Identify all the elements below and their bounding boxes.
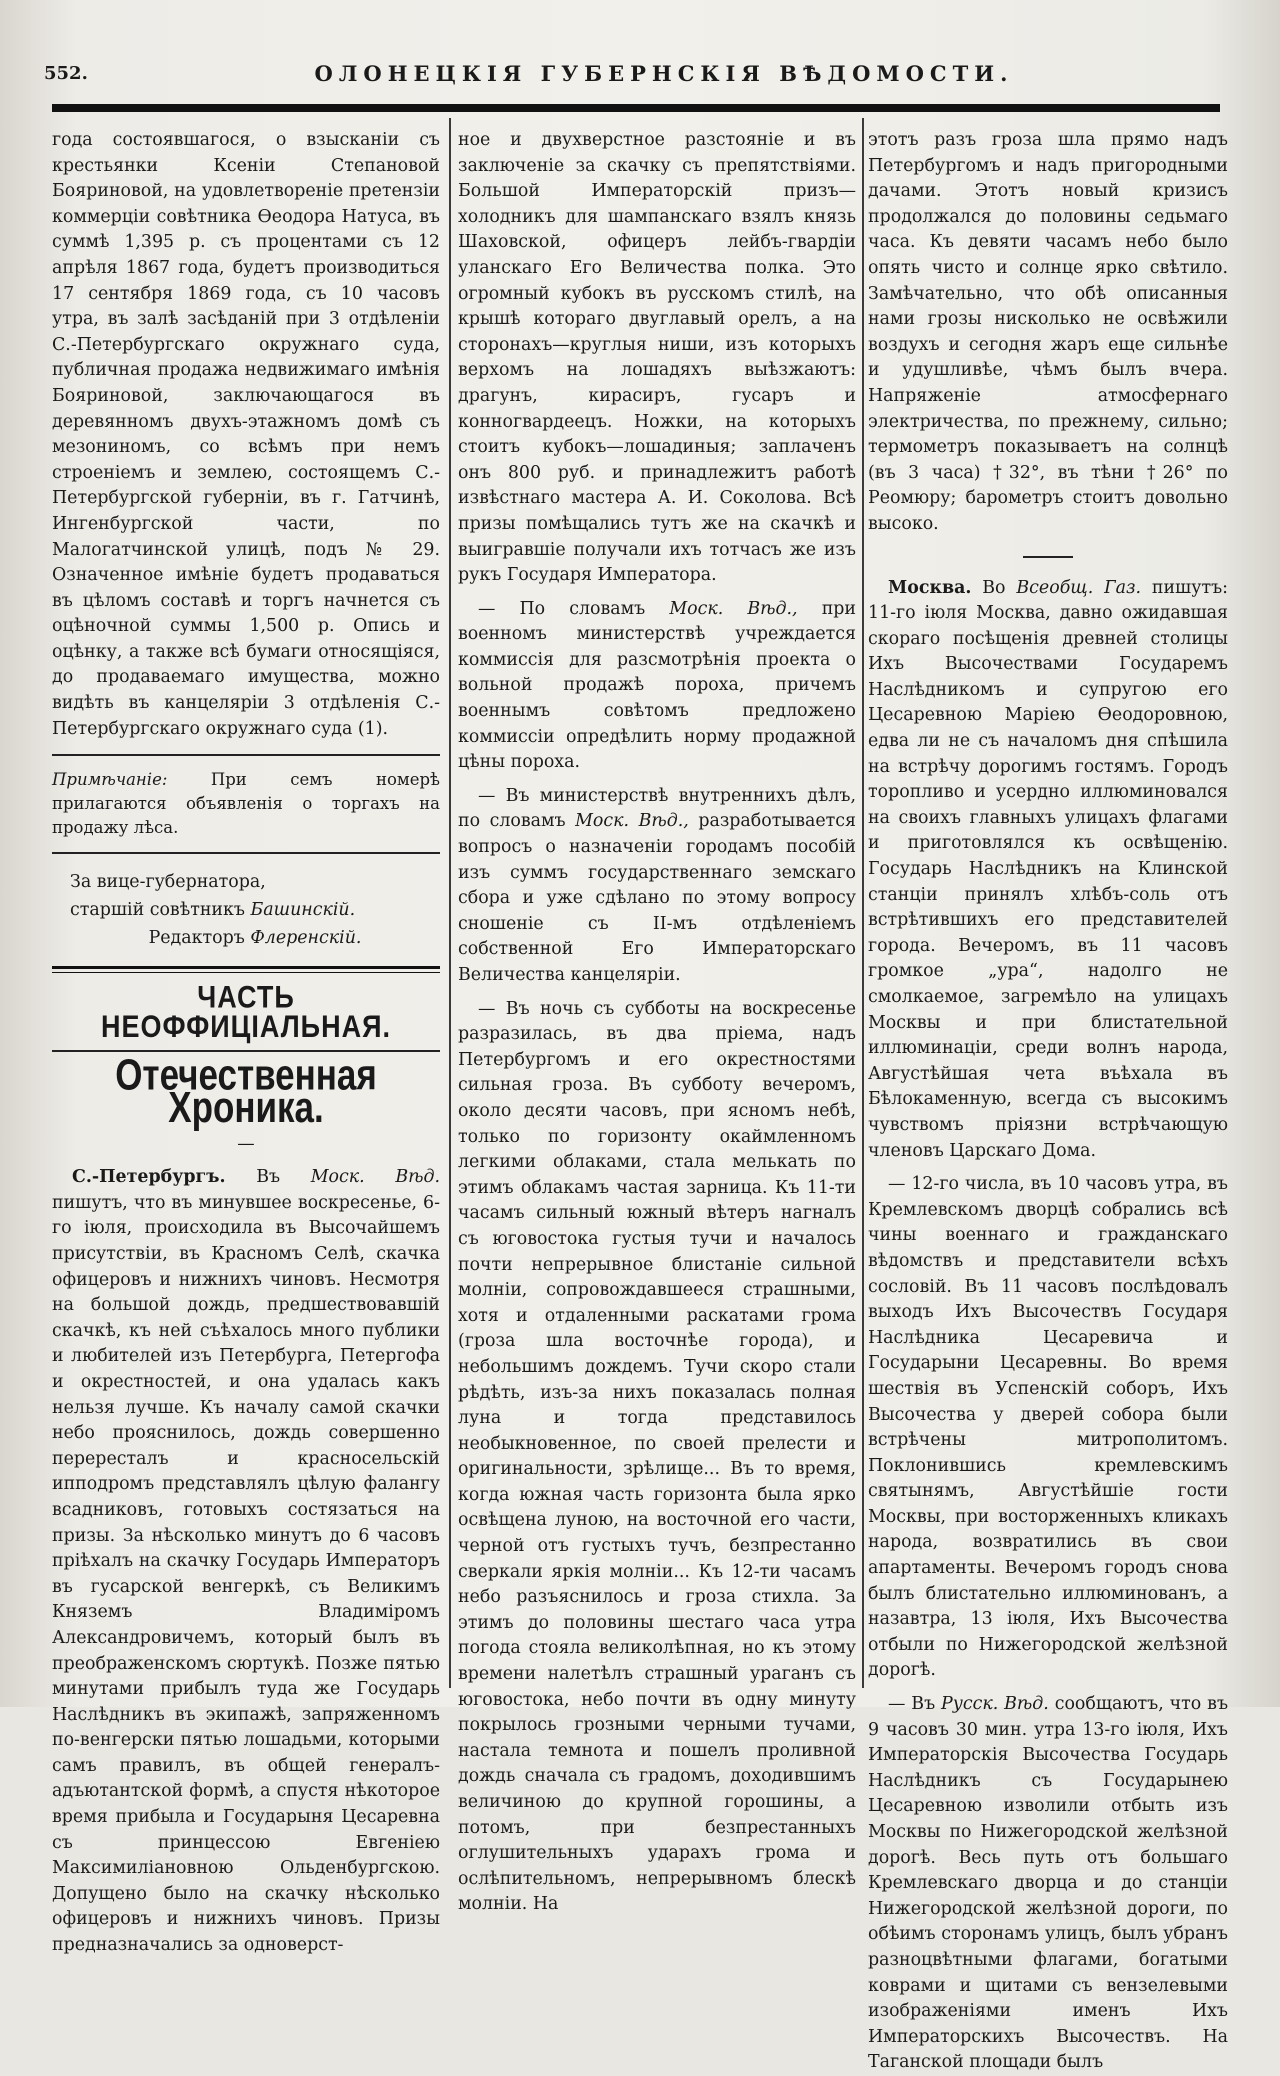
editor-title: Редакторъ [148,928,245,949]
signature-line-1: За вице-губернатора, [70,872,266,893]
page-number: 552. [44,62,88,84]
moscow-paragraph [868,576,1228,1165]
short-rule [1023,556,1073,558]
ministry-text: разработывается вопросъ о назначеніи городамъ пособій изъ суммъ государственнаго земскаго сбора и уже сдѣлано по этому вопросу сношеніе съ II-мъ отдѣленіемъ собственной Его Императорскаго Величества канцеляріи. [458,811,856,985]
moscow-intro: Во [982,577,1006,598]
column-divider-1 [449,118,451,1688]
moscow-source: Всеобщ. Газ. [1016,577,1141,598]
header-rule [52,104,1220,112]
auction-notice: года состоявшагося, о взысканіи съ крестьянки Ксеніи Степановой Бояриновой, на удовлетвореніе претензіи коммерціи совѣтника Ѳеодора Натуса, въ суммѣ 1,395 р. съ процентами съ 12 апрѣля 1867 года, будетъ производиться 17 сентября 1869 года, съ 10 часовъ утра, въ залѣ засѣданій при 3 отдѣленіи С.-Петербургскаго окружнаго суда, публичная продажа недвижимаго имѣнія Бояриновой, заключающагося въ деревянномъ двухъ-этажномъ домѣ съ мезониномъ, со всѣмъ при немъ строеніемъ и землею, состоящемъ С.-Петербургской губерніи, въ г. Гатчинѣ, Ингенбургской части, по Малогатчинской улицѣ, подъ № 29. Означенное имѣніе будетъ продаваться въ цѣломъ составѣ и торгъ начнется съ оцѣночной суммы 1,500 р. Опись и оцѣнку, а также всѣ бумаги относящіяся, до продаваемаго имущества, можно видѣть въ канцеляріи 3 отдѣленія С.-Петербургскаго окружнаго суда (1). [52,130,440,739]
section-dash: — [237,1133,255,1154]
storm-paragraph: — Въ ночь съ субботы на воскресенье разразилась, въ два пріема, надъ Петербургомъ и его окрестностями сильная гроза. Въ субботу вечеромъ, около десяти часовъ, при ясномъ небѣ, только по горизонту окаймленномъ легкими облаками, стала мелькать по этимъ облакамъ частая зарница. Къ 11-ти часамъ сильный южный вѣтеръ нагналъ съ юговостока густыя тучи и началось почти непрерывное блистаніе сильной молніи, сопровождавшееся страшными, хотя и отдаленными раскатами грома (гроза шла восточнѣе города), и небольшимъ дождемъ. Тучи скоро стали рѣдѣть, изъ-за нихъ показалась полная луна и тогда представилось необыкновенное, по своей прелести и оригинальности, зрѣлище... Въ то время, когда южная часть горизонта была ярко освѣщена луною, на восточной его части, черной отъ густыхъ тучъ, безпрестанно сверкали яркія молніи... Къ 12-ти часамъ небо разъяснилось и гроза стихла. За этимъ до половины шестаго часа утра погода стояла великолѣпная, но къ этому времени налетѣлъ страшный ураганъ съ юговостока, небо почти въ одну минуту покрылось грозными черными тучами, настала темнота и пошелъ проливной дождь сначала съ градомъ, доходившимъ величиною до крупной горошины, а потомъ, при безпрестанныхъ оглушительныхъ ударахъ грома и ослѣпительномъ, непрерывномъ блескѣ молніи. На [458,998,856,1915]
kremlin-paragraph: — 12-го числа, въ 10 часовъ утра, въ Кремлевскомъ дворцѣ собрались всѣ чины военнаго и гражданскаго вѣдомствъ и представители всѣхъ сословій. Въ 11 часовъ послѣдовалъ выходъ Ихъ Высочествъ Государя Наслѣдника Цесаревича и Государыни Цесаревны. Во время шествія въ Успенскій соборъ, Ихъ Высочества у дверей собора были встрѣчены митрополитомъ. Поклонившись кремлевскимъ святынямъ, Августѣйшіе гости Москвы, при восторженныхъ кликахъ народа, возвратились въ свои апартаменты. Вечеромъ городъ снова былъ блистательно иллюминованъ, а назавтра, 13 іюля, Ихъ Высочества отбыли по Нижегородской желѣзной дорогѣ. [868,1174,1228,1681]
departure-source: Русск. Вѣд. [941,1694,1049,1715]
signature-block [52,868,440,952]
note-label: Примѣчаніе: [52,770,168,790]
spb-paragraph [52,1165,440,1958]
separator [52,852,440,854]
spb-intro: Въ [256,1167,281,1188]
editor-name: Флеренскій. [250,928,362,949]
prize-paragraph: ное и двухверстное разстояніе и въ заключеніе за скачку съ препятствіями. Большой Императорскій призъ—холодникъ для шампанскаго взялъ князь Шаховской, офицеръ лейбъ-гвардіи уланскаго Его Величества полка. Это огромный кубокъ въ русскомъ стилѣ, на крышѣ котораго двуглавый орелъ, а на сторонахъ—круглыя ниши, изъ которыхъ верхомъ на лошадяхъ выѣзжаютъ: драгунъ, кирасиръ, гусаръ и конногвардеецъ. Ножки, на которыхъ стоитъ кубокъ—лошадиныя; заплаченъ онъ 800 руб. и принадлежитъ работѣ извѣстнаго мастера А. И. Соколова. Всѣ призы помѣщались тутъ же на скачкѣ и выигравшіе получали ихъ тотчасъ же изъ рукъ Государя Императора. [458,130,856,586]
spb-place: С.-Петербургъ. [72,1167,226,1188]
column-divider-2 [862,118,864,1688]
signature-line-2 [70,896,440,924]
spb-text: пишутъ, что въ минувшее воскресенье, 6-го іюля, происходила въ Высочайшемъ присутствіи, въ Красномъ Селѣ, скачка офицеровъ и нижнихъ чиновъ. Несмотря на большой дождь, предшествовавшій скачкѣ, къ ней съѣхалось много публики и любителей изъ Петербурга, Петергофа и окрестностей, и она удалась какъ нельзя лучше. Къ началу самой скачки небо прояснилось, дождь совершенно перересталъ и красносельскій ипподромъ представлялъ цѣлую фалангу всадниковъ, готовыхъ состязаться на призы. За нѣсколько минутъ до 6 часовъ пріѣхалъ на скачку Государь Императоръ въ гусарской венгеркѣ, съ Великимъ Княземъ Владиміромъ Александровичемъ, который былъ въ преображенскомъ сюртукѣ. Позже пятью минутами прибылъ туда же Государь Наслѣдникъ въ экипажѣ, запряженномъ по-венгерски пятью лошадьми, которыми самъ правилъ, въ общей генералъ-адъютантской формѣ, а спустя нѣкоторое время прибыла и Государыня Цесаревна съ принцессою Евгеніею Максимиліановною Ольденбургскою. Допущено было на скачку нѣсколько офицеровъ и нижнихъ чиновъ. Призы предназначались за одноверст- [52,1192,440,1956]
chronicle-title: Отечественная Хроника. [115,1051,377,1133]
section-rule [52,966,440,973]
note-paragraph [52,768,440,840]
storm-continued-paragraph: этотъ разъ гроза шла прямо надъ Петербургомъ и надъ пригородными дачами. Этотъ новый кризисъ продолжался до половины седьмаго часа. Къ девяти часамъ небо было опять чисто и солнце ярко свѣтило. Замѣчательно, что обѣ описанныя нами грозы нисколько не освѣжили воздухъ и сегодня жаръ еще сильнѣе и удушливѣе, чѣмъ былъ вчера. Напряженіе атмосфернаго электричества, по прежнему, сильно; термометръ показываетъ на солнцѣ (въ 3 часа) †32°, въ тѣни †26° по Реомюру; барометръ стоитъ довольно высоко. [868,130,1228,534]
signature-title: старшій совѣтникъ [70,900,245,921]
section-title: ЧАСТЬ НЕОФФИЦІАЛЬНАЯ. [101,979,391,1044]
signature-name: Башинскій. [250,900,356,921]
powder-text: при военномъ министерствѣ учреждается коммиссія для разсмотрѣнія проекта о вольной продажѣ пороха, причемъ военнымъ совѣтомъ предложено коммиссіи опредѣлить норму продажной цѣны пороха. [458,598,857,773]
departure-intro: — Въ [888,1694,936,1715]
departure-paragraph [868,1692,1228,2076]
column-1 [52,128,441,1956]
ministry-intro: — Въ министерствѣ внутреннихъ дѣлъ, по словамъ [458,785,856,832]
page-header [44,58,1224,88]
spb-source: Моск. Вѣд. [310,1167,441,1188]
column-2 [458,128,857,1915]
moscow-place: Москва. [888,577,972,598]
powder-source: Моск. Вѣд., [669,598,798,619]
column-3 [868,128,1229,2073]
ministry-paragraph [458,784,856,989]
note-text: При семъ номерѣ прилагаются объявленія о торгахъ на продажу лѣса. [52,770,441,838]
powder-intro: — По словамъ [478,598,646,619]
moscow-text: пишутъ: 11-го іюля Москва, давно ожидавшая скораго посѣщенія древней столицы Ихъ Высочествами Государемъ Наслѣдникомъ и супругою его Цесаревною Маріею Ѳеодоровною, едва ли не съ началомъ дня спѣшила на встрѣчу дорогимъ гостямъ. Городъ торопливо и усердно иллюминовался на своихъ главныхъ улицахъ флагами и приготовлялся къ освѣщенію. Государь Наслѣдникъ на Клинской станціи принялъ хлѣбъ-соль отъ встрѣтившихъ его представителей города. Вечеромъ, въ 11 часовъ громкое „ура“, надолго не смолкаемое, загремѣло на улицахъ Москвы и при блистательной иллюминаціи, среди волнъ народа, Августѣйшая чета въѣхала въ Бѣлокаменную, всегда съ высокимъ чувствомъ пріязни встрѣчающую членовъ Царскаго Дома. [868,577,1229,1161]
powder-paragraph [458,597,856,776]
departure-text: сообщаютъ, что въ 9 часовъ 30 мин. утра 13-го іюля, Ихъ Императорскія Высочества Государь Наслѣдникъ съ Государынею Цесаревною изволили отбыть изъ Москвы по Нижегородской желѣзной дорогѣ. Весь путь отъ большаго Кремлевскаго дворца и до станціи Нижегородской желѣзной дороги, по обѣимъ сторонамъ улицъ, былъ убранъ разноцвѣтными флагами, богатыми коврами и щитами съ вензелевыми изображеніями именъ Ихъ Императорскихъ Высочествъ. На Таганской площади былъ [868,1694,1229,2073]
separator [52,754,440,756]
ministry-source: Моск. Вѣд., [575,811,689,832]
newspaper-title: ОЛОНЕЦКІЯ ГУБЕРНСКІЯ ВѢДОМОСТИ. [314,60,1014,86]
editor-line [70,924,440,952]
